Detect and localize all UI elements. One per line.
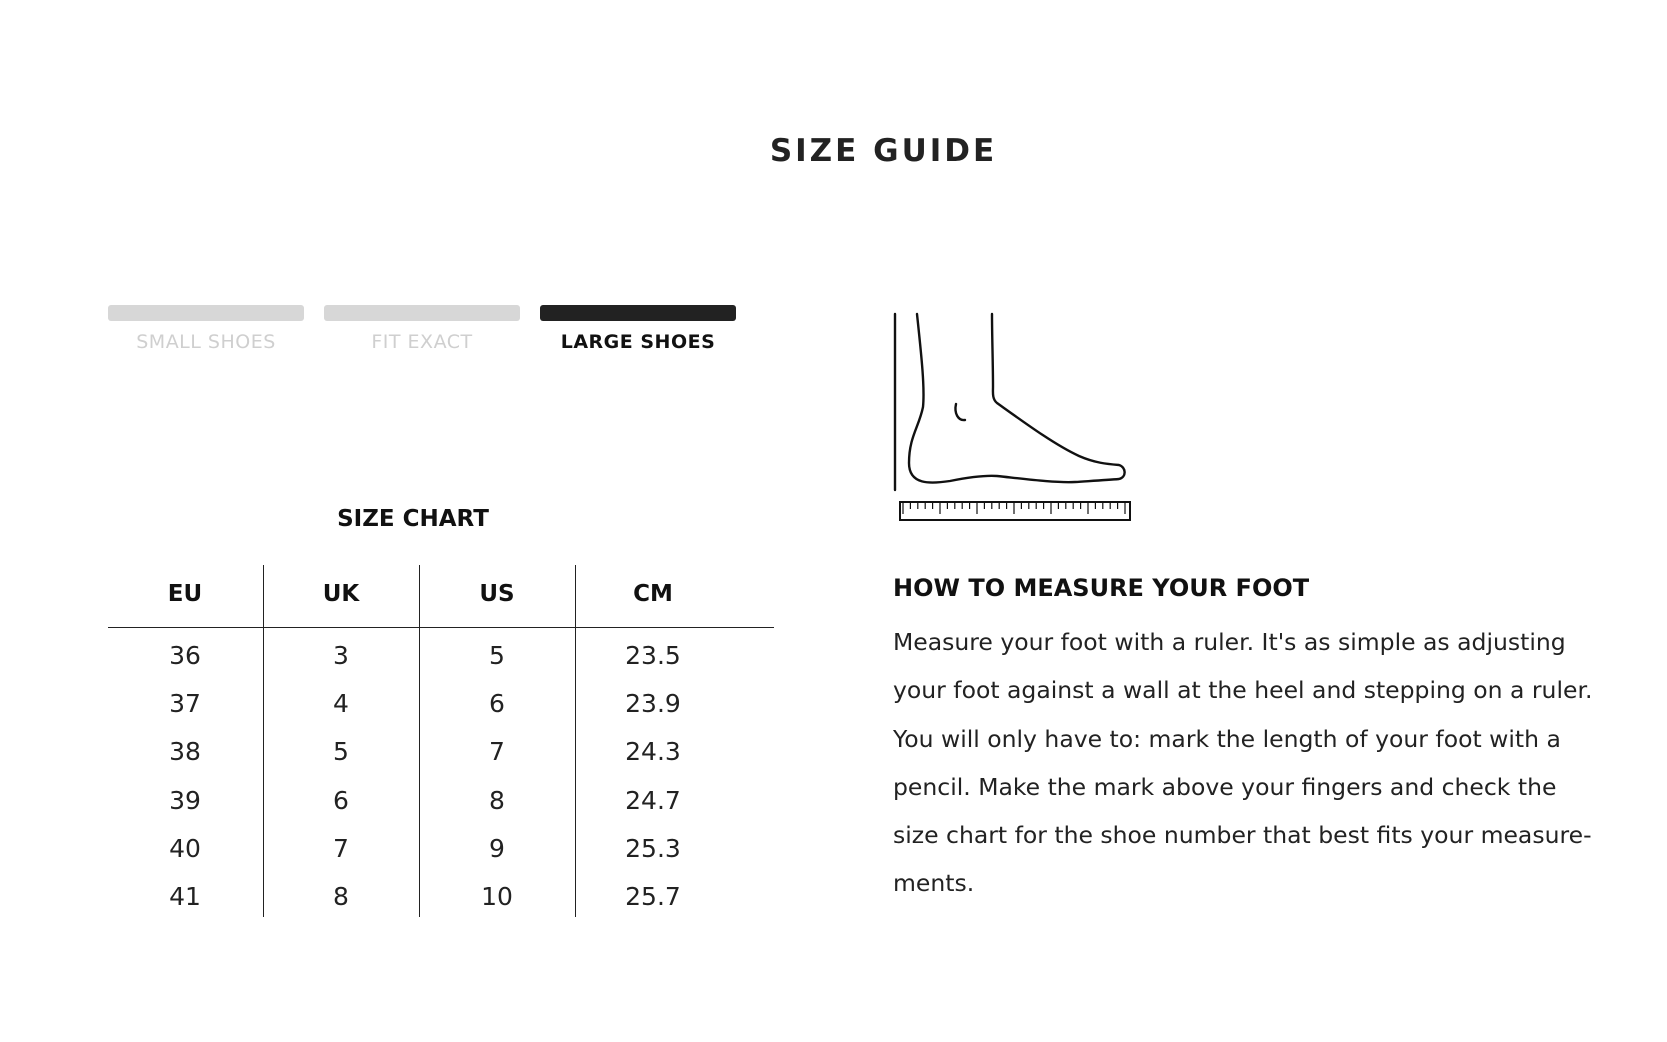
instruction-line: ments.: [893, 869, 975, 898]
fit-bar: [324, 305, 520, 321]
table-cell: 8: [333, 882, 349, 911]
instruction-line: your foot against a wall at the heel and stepping on a ruler.: [893, 676, 1593, 705]
table-cell: 3: [333, 641, 349, 670]
measure-title: HOW TO MEASURE YOUR FOOT: [893, 574, 1310, 602]
table-cell: 38: [169, 737, 201, 767]
fit-bar: [108, 305, 304, 321]
instruction-line: size chart for the shoe number that best fits your measure-: [893, 821, 1592, 850]
table-cell: 6: [333, 785, 349, 815]
foot-ruler-icon: [885, 307, 1135, 527]
table-cell: 6: [489, 689, 505, 719]
table-cell: 25.7: [625, 882, 681, 911]
fit-label: FIT EXACT: [371, 331, 473, 353]
column-header-us: US: [479, 581, 515, 607]
column-header-uk: UK: [322, 581, 360, 607]
table-cell: 37: [169, 689, 201, 719]
size-table: [108, 565, 774, 917]
table-cell: 8: [489, 785, 505, 815]
size-chart-title: SIZE CHART: [337, 506, 489, 532]
measure-instructions: [893, 618, 1593, 908]
table-cell: 25.3: [625, 833, 681, 863]
table-cell: 23.5: [625, 641, 681, 670]
table-cell: 24.7: [625, 785, 681, 815]
fit-option-fit-exact[interactable]: [324, 305, 520, 355]
fit-bar: [540, 305, 736, 321]
column-header-eu: EU: [167, 581, 203, 607]
table-cell: 5: [489, 641, 505, 670]
table-cell: 7: [333, 833, 349, 863]
fit-selector: [108, 305, 738, 355]
instruction-line: pencil. Make the mark above your fingers and check the: [893, 772, 1557, 801]
table-cell: 36: [169, 641, 201, 670]
table-cell: 41: [169, 882, 201, 911]
header-rule: [108, 627, 774, 628]
instruction-line: Measure your foot with a ruler. It's as simple as adjusting: [893, 628, 1566, 656]
column-header-cm: CM: [633, 581, 673, 607]
fit-label: SMALL SHOES: [136, 331, 276, 353]
table-cell: 5: [333, 737, 349, 767]
page-title: SIZE GUIDE: [769, 132, 998, 169]
fit-option-small-shoes[interactable]: [108, 305, 304, 355]
table-cell: 10: [481, 882, 513, 911]
table-cell: 23.9: [625, 689, 681, 719]
table-cell: 4: [333, 689, 349, 719]
table-cell: 7: [489, 737, 505, 767]
table-cell: 39: [169, 785, 201, 815]
table-cell: 9: [489, 833, 505, 863]
fit-label: LARGE SHOES: [560, 331, 716, 353]
table-cell: 40: [169, 833, 201, 863]
instruction-line: You will only have to: mark the length of your foot with a: [893, 724, 1561, 753]
fit-option-large-shoes[interactable]: [540, 305, 736, 355]
table-cell: 24.3: [625, 737, 681, 767]
